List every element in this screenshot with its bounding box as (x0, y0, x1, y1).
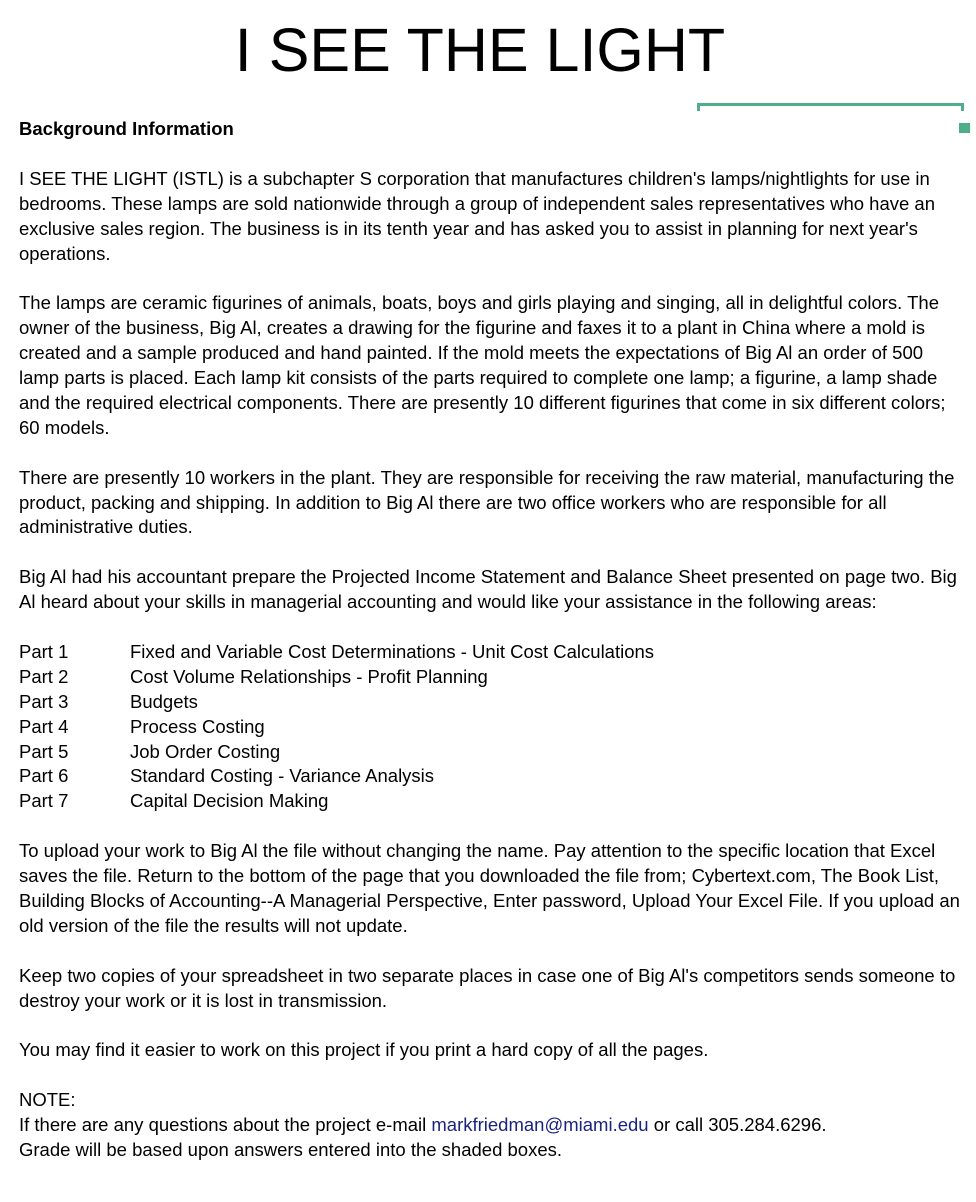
paragraph-accountant: Big Al had his accountant prepare the Projected Income Statement and Balance Sheet presented on page two. Big Al heard about your skills in managerial accounting and would like your assistance in the following areas: (19, 566, 957, 613)
list-item (19, 740, 964, 765)
grade-line: Grade will be based upon answers entered into the shaded boxes. (19, 1138, 563, 1160)
spacer (19, 939, 964, 964)
part-number: Part 1 (19, 640, 69, 662)
spacer (19, 441, 964, 466)
part-title: Capital Decision Making (130, 790, 329, 812)
list-item (19, 640, 964, 665)
document-body (19, 117, 964, 1163)
spacer (19, 1013, 964, 1038)
part-title: Fixed and Variable Cost Determinations - Unit Cost Calculations (130, 640, 655, 662)
paragraph-copies: Keep two copies of your spreadsheet in two separate places in case one of Big Al's competitors sends someone to destroy your work or it is lost in transmission. (19, 964, 956, 1011)
paragraph-lamps: The lamps are ceramic figurines of animals, boats, boys and girls playing and singing, all in delightful colors. The owner of the business, Big Al, creates a drawing for the figurine and faxes it to a plant in China where a mold is created and a sample produced and hand painted. If the mold meets the expectations of Big Al an order of 500 lamp parts is placed. Each lamp kit consists of the parts required to complete one lamp; a figurine, a lamp shade and the required electrical components. There are presently 10 different figurines that come in six different colors; 60 models. (19, 292, 946, 438)
part-number: Part 2 (19, 665, 69, 687)
section-heading: Background Information (19, 118, 234, 139)
spacer (19, 142, 964, 167)
part-title: Budgets (130, 690, 198, 712)
document-title: I SEE THE LIGHT (234, 16, 726, 84)
list-item (19, 764, 964, 789)
contact-suffix: or call 305.284.6296. (648, 1114, 827, 1135)
cell-selection-outline[interactable] (697, 103, 964, 111)
part-number: Part 4 (19, 715, 69, 737)
spacer (19, 266, 964, 291)
part-number: Part 3 (19, 690, 69, 712)
part-number: Part 7 (19, 790, 69, 812)
part-title: Cost Volume Relationships - Profit Planning (130, 665, 488, 687)
note-label: NOTE: (19, 1089, 76, 1111)
parts-list (19, 640, 964, 814)
part-title: Standard Costing - Variance Analysis (130, 765, 435, 787)
paragraph-print: You may find it easier to work on this project if you print a hard copy of all the pages. (19, 1039, 709, 1061)
paragraph-workers: There are presently 10 workers in the plant. They are responsible for receiving the raw material, manufacturing the product, packing and shipping. In addition to Big Al there are two office workers who are responsible for all administrative duties. (19, 466, 955, 538)
list-item (19, 690, 964, 715)
paragraph-intro: I SEE THE LIGHT (ISTL) is a subchapter S corporation that manufactures children's lamps/nightlights for use in bedrooms. These lamps are sold nationwide through a group of independent sales representatives who have an exclusive sales region. The business is in its tenth year and has asked you to assist in planning for next year's operations. (19, 167, 935, 264)
paragraph-upload: To upload your work to Big Al the file without changing the name. Pay attention to the specific location that Excel saves the file. Return to the bottom of the page that you downloaded the file from; Cybertext.com, The Book List, Building Blocks of Accounting--A Managerial Perspective, Enter password, Upload Your Excel File. If you upload an old version of the file the results will not update. (19, 840, 960, 936)
contact-line (19, 1113, 964, 1138)
contact-prefix: If there are any questions about the project e-mail (19, 1114, 432, 1135)
part-title: Process Costing (130, 715, 265, 737)
list-item (19, 789, 964, 814)
spacer (19, 615, 964, 640)
spacer (19, 1063, 964, 1088)
list-item (19, 715, 964, 740)
list-item (19, 665, 964, 690)
part-title: Job Order Costing (130, 740, 281, 762)
spacer (19, 814, 964, 839)
email-link[interactable]: markfriedman@miami.edu (431, 1114, 649, 1135)
part-number: Part 6 (19, 765, 69, 787)
part-number: Part 5 (19, 740, 69, 762)
spacer (19, 540, 964, 565)
